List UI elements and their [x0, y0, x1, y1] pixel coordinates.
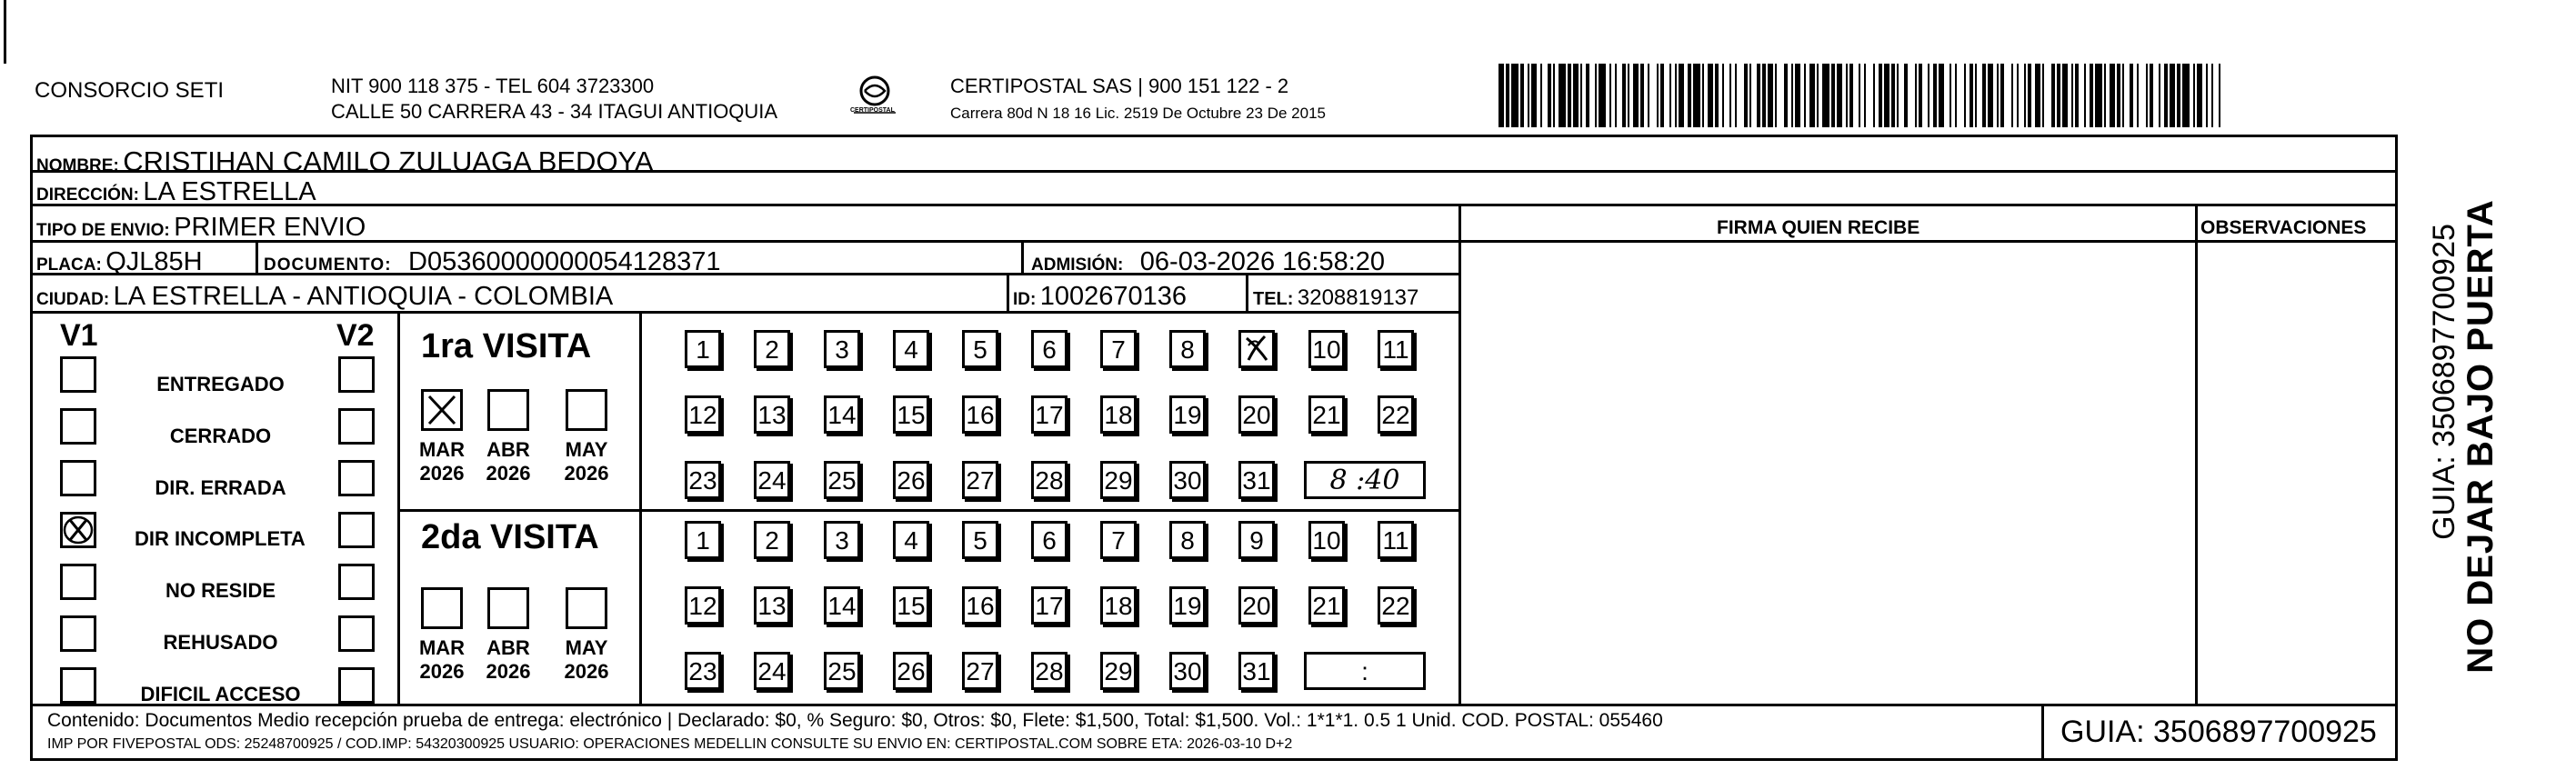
day-box[interactable]: 24 — [754, 461, 790, 499]
footer-guia: GUIA: 3506897700925 — [2060, 715, 2377, 749]
day-box[interactable]: 13 — [754, 395, 790, 434]
status-label: CERRADO — [169, 425, 272, 447]
time-box[interactable]: : — [1304, 652, 1426, 690]
day-box[interactable]: 18 — [1100, 586, 1137, 625]
day-box[interactable]: 29 — [1100, 652, 1137, 690]
tel-value: 3208819137 — [1297, 285, 1419, 310]
id-field — [1013, 284, 1187, 310]
month-checkbox[interactable] — [487, 389, 529, 431]
month-checkbox[interactable] — [566, 389, 607, 431]
ciudad-field — [36, 284, 613, 310]
day-box[interactable]: 10 — [1308, 330, 1345, 368]
day-box[interactable]: 17 — [1031, 395, 1067, 434]
v1-checkbox[interactable] — [60, 512, 96, 548]
v2-checkbox[interactable] — [338, 408, 375, 445]
direccion-value: LA ESTRELLA — [143, 177, 316, 206]
tipo-envio-value: PRIMER ENVIO — [174, 213, 366, 242]
v1-checkbox[interactable] — [60, 615, 96, 652]
day-box[interactable]: 2 — [754, 330, 790, 368]
month-label: MAR 2026 — [418, 438, 466, 485]
day-box[interactable]: 1 — [685, 330, 721, 368]
nombre-field — [36, 147, 654, 175]
nombre-value: CRISTIHAN CAMILO ZULUAGA BEDOYA — [123, 145, 654, 177]
day-box[interactable]: 25 — [824, 461, 860, 499]
day-box[interactable]: 15 — [893, 395, 929, 434]
nit-line2: CALLE 50 CARRERA 43 - 34 ITAGUI ANTIOQUIA — [331, 100, 778, 123]
day-box[interactable]: 28 — [1031, 652, 1067, 690]
tipo-envio-field — [36, 215, 366, 241]
id-value: 1002670136 — [1039, 282, 1188, 311]
day-box[interactable]: 18 — [1100, 395, 1137, 434]
day-box[interactable]: 30 — [1169, 461, 1206, 499]
status-label: DIR INCOMPLETA — [135, 527, 306, 550]
day-box[interactable]: 10 — [1308, 521, 1345, 559]
tel-label: TEL: — [1253, 289, 1294, 309]
v1-checkbox[interactable] — [60, 356, 96, 393]
side-warning: NO DEJAR BAJO PUERTA — [2461, 199, 2501, 674]
v2-checkbox[interactable] — [338, 564, 375, 600]
time-box[interactable]: 8 :40 — [1304, 461, 1426, 499]
placa-value: QJL85H — [105, 247, 203, 276]
day-box[interactable]: 26 — [893, 652, 929, 690]
day-box[interactable]: 22 — [1378, 586, 1414, 625]
day-box[interactable]: 4 — [893, 521, 929, 559]
day-box[interactable]: 2 — [754, 521, 790, 559]
direccion-label: DIRECCIÓN: — [36, 185, 139, 205]
side-guia: GUIA: 3506897700925 — [2427, 224, 2461, 540]
second-visit-label: 2da VISITA — [421, 518, 599, 556]
documento-field — [264, 249, 721, 275]
day-box[interactable]: 16 — [962, 395, 998, 434]
day-box[interactable] — [1238, 330, 1275, 368]
day-box[interactable]: 29 — [1100, 461, 1137, 499]
day-box[interactable]: 12 — [685, 395, 721, 434]
month-checkbox[interactable] — [566, 587, 607, 629]
month-label: ABR 2026 — [486, 438, 531, 485]
v2-checkbox[interactable] — [338, 356, 375, 393]
day-box[interactable]: 6 — [1031, 521, 1067, 559]
day-box[interactable]: 22 — [1378, 395, 1414, 434]
day-box[interactable]: 20 — [1238, 586, 1275, 625]
day-box[interactable]: 7 — [1100, 521, 1137, 559]
admision-value: 06-03-2026 16:58:20 — [1139, 247, 1386, 276]
day-box[interactable]: 9 — [1238, 521, 1275, 559]
tel-field — [1253, 287, 1418, 309]
month-label: MAY 2026 — [564, 438, 609, 485]
day-box[interactable]: 3 — [824, 330, 860, 368]
admision-field — [1031, 249, 1385, 275]
day-box[interactable]: 19 — [1169, 395, 1206, 434]
day-box[interactable]: 6 — [1031, 330, 1067, 368]
day-box[interactable]: 7 — [1100, 330, 1137, 368]
v1-checkbox[interactable] — [60, 564, 96, 600]
certipostal-line1: CERTIPOSTAL SAS | 900 151 122 - 2 — [950, 75, 1289, 97]
admision-label: ADMISIÓN: — [1031, 255, 1124, 275]
status-label: NO RESIDE — [165, 579, 276, 602]
month-checkbox[interactable] — [421, 389, 463, 431]
month-label: ABR 2026 — [486, 636, 531, 684]
day-box[interactable]: 14 — [824, 586, 860, 625]
observaciones-label: OBSERVACIONES — [2200, 217, 2367, 238]
nombre-label: NOMBRE: — [36, 156, 119, 175]
certipostal-logo — [852, 71, 897, 125]
v2-checkbox[interactable] — [338, 512, 375, 548]
day-box[interactable]: 12 — [685, 586, 721, 625]
v1-checkbox[interactable] — [60, 460, 96, 496]
day-box[interactable]: 15 — [893, 586, 929, 625]
footer-imp-line: IMP POR FIVEPOSTAL ODS: 25248700925 / COD.IMP: 54320300925 USUARIO: OPERACIONES MEDELLIN CONSULTE SU ENVIO EN: CERTIPOSTAL.COM SOBRE ETA: 2026-03-10 D+2 — [47, 736, 1293, 752]
logo-text: CERTIPOSTAL — [850, 107, 895, 114]
documento-label: DOCUMENTO: — [264, 255, 392, 275]
day-box[interactable]: 20 — [1238, 395, 1275, 434]
v1-checkbox[interactable] — [60, 408, 96, 445]
day-box[interactable]: 31 — [1238, 652, 1275, 690]
day-box[interactable]: 14 — [824, 395, 860, 434]
day-box[interactable]: 27 — [962, 461, 998, 499]
v2-checkbox[interactable] — [338, 460, 375, 496]
v1-label: V1 — [60, 318, 98, 353]
firma-label: FIRMA QUIEN RECIBE — [1717, 217, 1920, 238]
day-box[interactable]: 13 — [754, 586, 790, 625]
day-box[interactable]: 16 — [962, 586, 998, 625]
v2-checkbox[interactable] — [338, 667, 375, 704]
day-box[interactable]: 24 — [754, 652, 790, 690]
v2-label: V2 — [336, 318, 375, 353]
id-label: ID: — [1013, 290, 1037, 309]
month-label: MAR 2026 — [418, 636, 466, 684]
day-box[interactable]: 17 — [1031, 586, 1067, 625]
footer-contenido: Contenido: Documentos Medio recepción prueba de entrega: electrónico | Declarado: $0, % Seguro: $0, Otros: $0, Flete: $1,500, Total: $1,500. Vol.: 1*1*1. 0.5 1 Unid. COD. POSTAL: 055460 — [47, 710, 1663, 731]
day-box[interactable]: 26 — [893, 461, 929, 499]
tipo-envio-label: TIPO DE ENVIO: — [36, 221, 170, 240]
ciudad-label: CIUDAD: — [36, 290, 110, 309]
status-label: ENTREGADO — [156, 373, 285, 395]
first-visit-label: 1ra VISITA — [421, 327, 592, 365]
status-label: DIR. ERRADA — [155, 476, 286, 499]
day-box[interactable]: 5 — [962, 521, 998, 559]
day-box[interactable]: 27 — [962, 652, 998, 690]
documento-value: D05360000000054128371 — [408, 247, 721, 276]
nit-line1: NIT 900 118 375 - TEL 604 3723300 — [331, 75, 655, 97]
barcode — [1498, 64, 2222, 127]
direccion-field — [36, 179, 316, 205]
month-label: MAY 2026 — [564, 636, 609, 684]
day-box[interactable]: 31 — [1238, 461, 1275, 499]
day-box[interactable]: 28 — [1031, 461, 1067, 499]
day-box[interactable]: 23 — [685, 461, 721, 499]
status-label: REHUSADO — [163, 631, 278, 654]
day-box[interactable]: 3 — [824, 521, 860, 559]
day-box[interactable]: 21 — [1308, 586, 1345, 625]
company-name: CONSORCIO SETI — [35, 78, 225, 103]
certipostal-line2: Carrera 80d N 18 16 Lic. 2519 De Octubre 23 De 2015 — [950, 105, 1326, 122]
day-box[interactable]: 25 — [824, 652, 860, 690]
month-checkbox[interactable] — [421, 587, 463, 629]
v2-checkbox[interactable] — [338, 615, 375, 652]
v1-checkbox[interactable] — [60, 667, 96, 704]
day-box[interactable]: 30 — [1169, 652, 1206, 690]
ciudad-value: LA ESTRELLA - ANTIOQUIA - COLOMBIA — [113, 282, 614, 311]
day-box[interactable]: 23 — [685, 652, 721, 690]
day-box[interactable]: 8 — [1169, 330, 1206, 368]
day-box[interactable]: 11 — [1378, 330, 1414, 368]
form-frame — [30, 135, 2398, 761]
day-box[interactable]: 4 — [893, 330, 929, 368]
left-edge-mark — [4, 0, 6, 64]
placa-label: PLACA: — [36, 255, 102, 275]
day-box[interactable]: 11 — [1378, 521, 1414, 559]
status-label: DIFICIL ACCESO — [140, 683, 301, 705]
placa-field — [36, 249, 203, 275]
day-box[interactable]: 5 — [962, 330, 998, 368]
day-box[interactable]: 8 — [1169, 521, 1206, 559]
day-box[interactable]: 21 — [1308, 395, 1345, 434]
day-box[interactable]: 1 — [685, 521, 721, 559]
month-checkbox[interactable] — [487, 587, 529, 629]
day-box[interactable]: 19 — [1169, 586, 1206, 625]
